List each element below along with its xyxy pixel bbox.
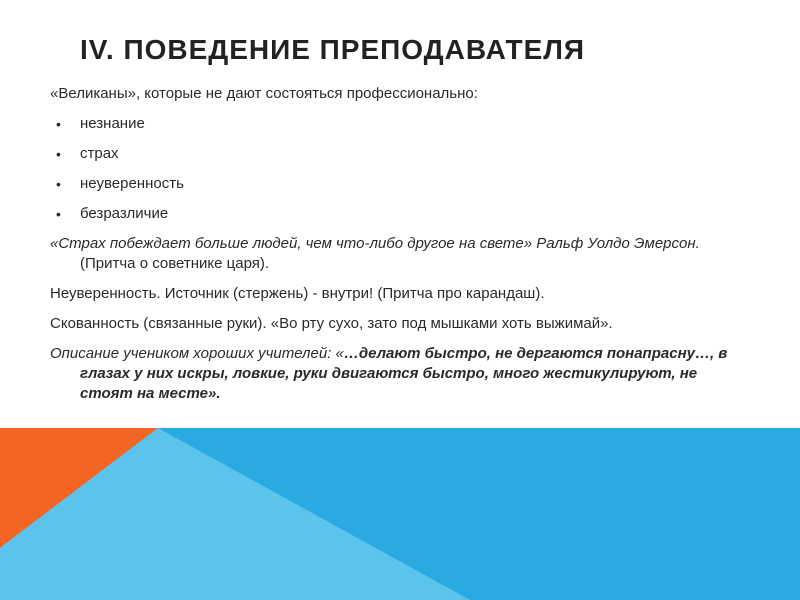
- bullet-item: • неуверенность: [56, 175, 184, 192]
- bullet-icon: •: [56, 206, 61, 222]
- bullet-icon: •: [56, 116, 61, 132]
- bullet-icon: •: [56, 146, 61, 162]
- stiffness-paragraph: Скованность (связанные руки). «Во рту сухо, зато под мышками хоть выжимай».: [50, 315, 613, 332]
- description-label: Описание учеником хороших учителей: «: [50, 345, 344, 362]
- quote-note: (Притча о советнике царя).: [80, 255, 270, 272]
- description-paragraph: [50, 344, 730, 404]
- slide-content: [50, 84, 730, 414]
- intro-text: «Великаны», которые не дают состояться профессионально:: [50, 85, 478, 102]
- slide-title: IV. ПОВЕДЕНИЕ ПРЕПОДАВАТЕЛЯ: [80, 34, 586, 65]
- bullet-item: • страх: [56, 145, 119, 162]
- bullet-list: [50, 114, 730, 224]
- bullet-icon: •: [56, 176, 61, 192]
- bullet-item: • безразличие: [56, 205, 169, 222]
- description-text: …делают быстро, не дергаются понапрасну…, в глазах у них искры, ловкие, руки двигаются быстро, много жестикулируют, не стоят на месте».: [80, 345, 728, 402]
- quote-paragraph: [50, 234, 730, 274]
- bullet-item: • незнание: [56, 115, 145, 132]
- emerson-quote: «Страх побеждает больше людей, чем что-либо другое на свете» Ральф Уолдо Эмерсон.: [50, 235, 700, 252]
- uncertainty-paragraph: Неуверенность. Источник (стержень) - внутри! (Притча про карандаш).: [50, 285, 545, 302]
